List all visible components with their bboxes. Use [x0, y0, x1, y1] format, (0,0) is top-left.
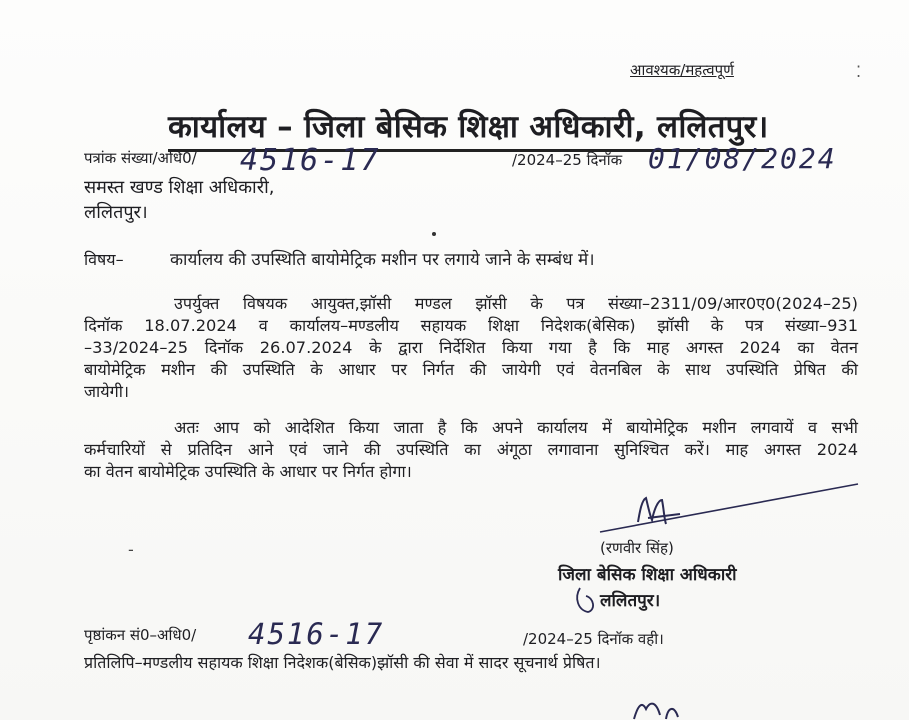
- office-title: कार्यालय – जिला बेसिक शिक्षा अधिकारी, ललितपुर।: [168, 105, 769, 152]
- paragraph-line: उपर्युक्त विषयक आयुक्त,झॉसी मण्डल झॉसी के पत्र संख्या–2311/09/आर0ए0(2024–25): [174, 294, 858, 313]
- addressee-line-1: समस्त खण्ड शिक्षा अधिकारी,: [84, 177, 275, 198]
- signature-scribble: [560, 470, 860, 540]
- paragraph-line: जायेगी।: [84, 382, 130, 401]
- signatory-place: ललितपुर।: [600, 591, 661, 611]
- subject-label: विषय–: [84, 250, 124, 269]
- margin-mark: ⁚: [856, 62, 862, 81]
- reference-number: 4516-17: [240, 143, 381, 178]
- copy-to-line: प्रतिलिपि–मण्डलीय सहायक शिक्षा निदेशक(बेसिक)झॉसी की सेवा में सादर सूचनार्थ प्रेषित।: [84, 653, 601, 672]
- paragraph-line: कर्मचारियों से प्रतिदिन आने एवं जाने की उपस्थिति का अंगूठा लगावाना सुनिश्चित करें। माह अगस्त 2024: [84, 440, 858, 459]
- subject-text: कार्यालय की उपस्थिति बायोमेट्रिक मशीन पर लगाये जाने के सम्बंध में।: [170, 250, 595, 270]
- endorsement-number: 4516-17: [248, 617, 385, 651]
- reference-date: 01/08/2024: [648, 142, 837, 175]
- initial-scribble: [570, 580, 610, 620]
- paragraph-line: बायोमेट्रिक मशीन की उपस्थिति के आधार पर निर्गत की जायेगी एवं वेतनबिल के साथ उपस्थिति प्रेषित की: [84, 360, 858, 379]
- addressee-line-2: ललितपुर।: [84, 202, 148, 223]
- paragraph-line: अतः आप को आदेशित किया जाता है कि अपने कार्यालय में बायोमेट्रिक मशीन लगवायें व सभी: [174, 418, 858, 437]
- ink-dot: [432, 232, 436, 236]
- paragraph-line: –33/2024–25 दिनॉक 26.07.2024 के द्वारा निर्देशित किया गया है कि माह अगस्त 2024 का वेतन: [84, 338, 858, 357]
- priority-tag: आवश्यक/महत्वपूर्ण: [630, 61, 734, 79]
- signatory-name: (रणवीर सिंह): [600, 539, 674, 557]
- reference-year-label: /2024–25 दिनॉक: [512, 151, 623, 169]
- body-paragraph-1: [84, 293, 858, 403]
- reference-label: पत्रांक संख्या/अधि0/: [84, 149, 197, 167]
- endorsement-year-label: /2024–25 दिनॉक वही।: [523, 630, 664, 648]
- paragraph-line: दिनॉक 18.07.2024 व कार्यालय–मण्डलीय सहायक शिक्षा निदेशक(बेसिक) झॉसी के पत्र संख्या–931: [84, 316, 858, 335]
- bottom-scribble: [630, 695, 690, 720]
- signatory-designation: जिला बेसिक शिक्षा अधिकारी: [558, 565, 737, 585]
- margin-dash: -: [128, 540, 134, 559]
- endorsement-label: पृष्ठांकन सं0–अधि0/: [84, 626, 197, 644]
- paragraph-line: का वेतन बायोमेट्रिक उपस्थिति के आधार पर निर्गत होगा।: [84, 462, 412, 481]
